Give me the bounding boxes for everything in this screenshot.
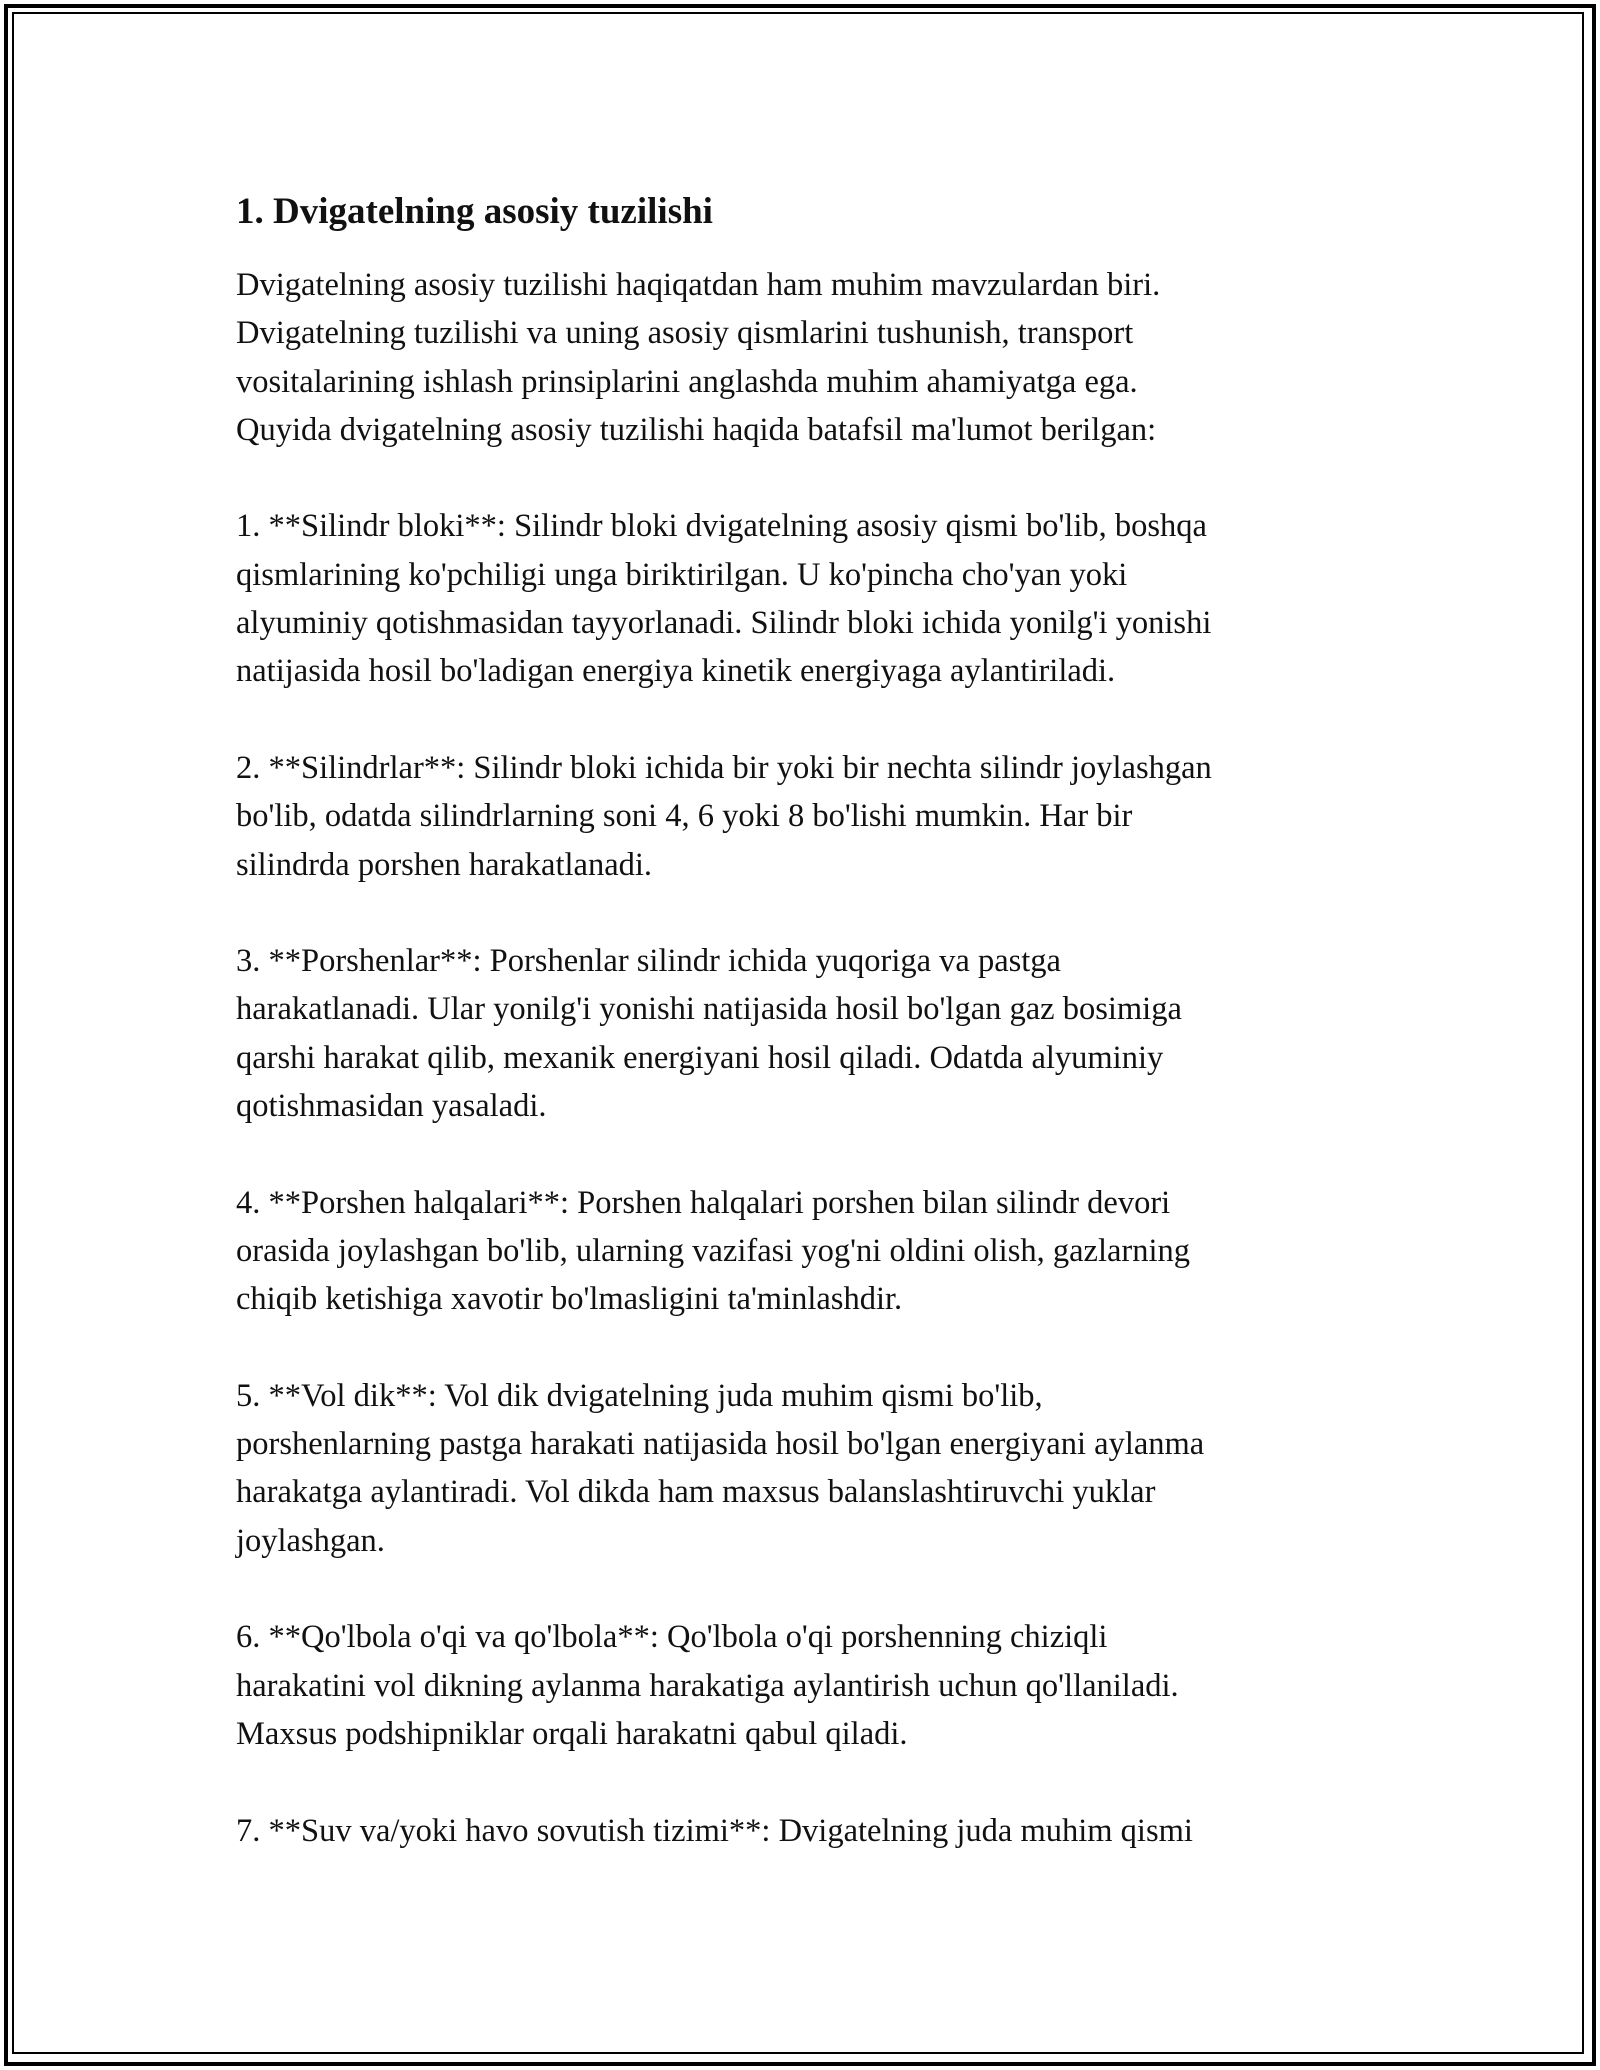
paragraph-line: qismlarining ko'pchiligi unga biriktirilgan. U ko'pincha cho'yan yoki xyxy=(236,556,1128,593)
paragraph-line: Dvigatelning asosiy tuzilishi haqiqatdan ham muhim mavzulardan biri. xyxy=(236,267,1161,303)
paragraph-line: qarshi harakat qilib, mexanik energiyani hosil qiladi. Odatda alyuminiy xyxy=(236,1039,1164,1076)
list-item-piston-rings xyxy=(236,1179,1366,1324)
paragraph-line: 5. **Vol dik**: Vol dik dvigatelning juda muhim qismi bo'lib, xyxy=(236,1377,1043,1414)
paragraph-line: harakatga aylantiradi. Vol dikda ham maxsus balanslashtiruvchi yuklar xyxy=(236,1474,1156,1511)
list-item-cooling-system xyxy=(236,1807,1366,1855)
paragraph-line: 3. **Porshenlar**: Porshenlar silindr ichida yuqoriga va pastga xyxy=(236,943,1061,980)
paragraph-line: qotishmasidan yasaladi. xyxy=(236,1088,547,1125)
paragraph-line: porshenlarning pastga harakati natijasida hosil bo'lgan energiyani aylanma xyxy=(236,1426,1205,1463)
document-title: 1. Dvigatelning asosiy tuzilishi xyxy=(236,191,713,232)
paragraph-line: 2. **Silindrlar**: Silindr bloki ichida bir yoki bir nechta silindr joylashgan xyxy=(236,749,1212,786)
paragraph-line: 1. **Silindr bloki**: Silindr bloki dvigatelning asosiy qismi bo'lib, boshqa xyxy=(236,508,1207,545)
intro-paragraph xyxy=(236,261,1366,454)
paragraph-line: natijasida hosil bo'ladigan energiya kinetik energiyaga aylantiriladi. xyxy=(236,653,1116,690)
paragraph-line: bo'lib, odatda silindrlarning soni 4, 6 yoki 8 bo'lishi mumkin. Har bir xyxy=(236,798,1133,835)
paragraph-line: harakatlanadi. Ular yonilg'i yonishi natijasida hosil bo'lgan gaz bosimiga xyxy=(236,991,1182,1028)
paragraph-line: silindrda porshen harakatlanadi. xyxy=(236,846,653,883)
paragraph-line: orasida joylashgan bo'lib, ularning vazifasi yog'ni oldini olish, gazlarning xyxy=(236,1232,1191,1269)
document-body xyxy=(236,188,1366,1855)
list-item-crankshaft xyxy=(236,1372,1366,1565)
paragraph-line: 6. **Qo'lbola o'qi va qo'lbola**: Qo'lbola o'qi porshenning chiziqli xyxy=(236,1619,1108,1656)
list-item-connecting-rod xyxy=(236,1613,1366,1758)
paragraph-line: Dvigatelning tuzilishi va uning asosiy qismlarini tushunish, transport xyxy=(236,315,1134,352)
list-item-cylinders xyxy=(236,744,1366,889)
paragraph-line: alyuminiy qotishmasidan tayyorlanadi. Silindr bloki ichida yonilg'i yonishi xyxy=(236,605,1212,642)
paragraph-line: chiqib ketishiga xavotir bo'lmasligini ta'minlashdir. xyxy=(236,1281,903,1318)
paragraph-line: harakatini vol dikning aylanma harakatiga aylantirish uchun qo'llaniladi. xyxy=(236,1667,1179,1704)
paragraph-line: Quyida dvigatelning asosiy tuzilishi haqida batafsil ma'lumot berilgan: xyxy=(236,411,1157,448)
list-item-pistons xyxy=(236,937,1366,1130)
paragraph-line: Maxsus podshipniklar orqali harakatni qabul qiladi. xyxy=(236,1715,908,1752)
list-item-cylinder-block xyxy=(236,502,1366,695)
paragraph-line: vositalarining ishlash prinsiplarini anglashda muhim ahamiyatga ega. xyxy=(236,363,1138,400)
paragraph-line: 7. **Suv va/yoki havo sovutish tizimi**: Dvigatelning juda muhim qismi xyxy=(236,1812,1193,1849)
paragraph-line: joylashgan. xyxy=(236,1522,385,1559)
paragraph-line: 4. **Porshen halqalari**: Porshen halqalari porshen bilan silindr devori xyxy=(236,1184,1171,1221)
